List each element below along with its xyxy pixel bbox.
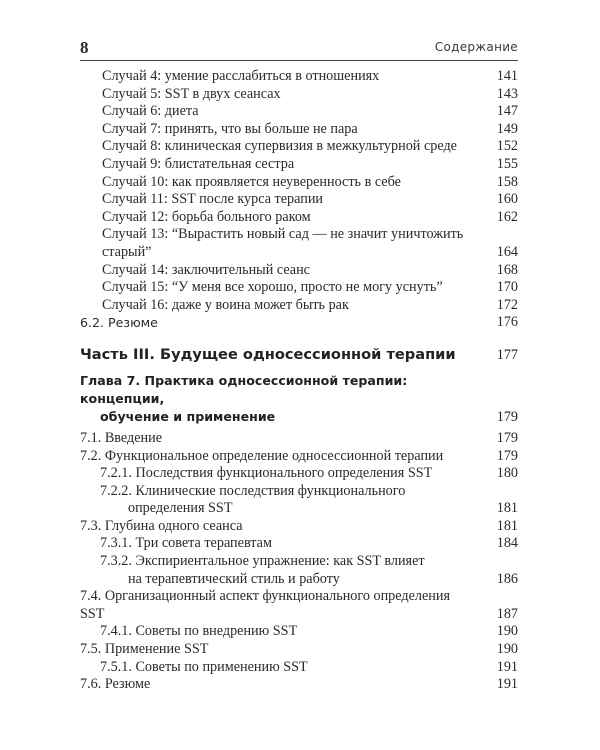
- toc-entry-title: Случай 10: как проявляется неуверенность в себе: [102, 173, 401, 190]
- toc-entry-page: 141: [496, 68, 518, 84]
- toc-entry-page: 170: [496, 279, 518, 296]
- toc-entry-title: 7.6. Резюме: [80, 676, 151, 693]
- toc-entry-case-7: [80, 121, 518, 139]
- toc-entry-page: 147: [496, 103, 518, 120]
- toc-entry-case-4: [80, 68, 518, 86]
- toc-entry-page: 181: [496, 500, 518, 517]
- toc-entry-section-6-2: [80, 314, 518, 332]
- page-number: 8: [80, 38, 89, 57]
- toc-entry-section-7-5: [80, 641, 518, 659]
- header-rule: [80, 60, 518, 61]
- toc-entry-page: 180: [496, 465, 518, 482]
- toc-entry-section-7-2: [80, 448, 518, 466]
- toc-entry-title: 7.3.1. Три совета терапевтам: [100, 535, 272, 552]
- toc-entry-case-14: [80, 262, 518, 280]
- toc-entry-title: 7.4. Организационный аспект функционального определения SST: [80, 588, 450, 622]
- toc-entry-page: 179: [496, 429, 518, 446]
- toc-entry-page: 184: [496, 535, 518, 552]
- toc-entry-title: Случай 15: “У меня все хорошо, просто не могу уснуть”: [102, 279, 443, 296]
- toc-entry-title: 7.5.1. Советы по применению SST: [100, 658, 308, 675]
- toc-entry-title: 7.2. Функциональное определение односессионной терапии: [80, 447, 444, 464]
- toc-entry-title: Случай 9: блистательная сестра: [102, 155, 295, 172]
- toc-entry-title: Случай 5: SST в двух сеансах: [102, 85, 281, 102]
- toc-entry-case-10: [80, 174, 518, 192]
- toc-entry-title: Случай 12: борьба больного раком: [102, 208, 311, 225]
- toc-entry-section-7-6: [80, 676, 518, 694]
- toc-entry-title: Случай 8: клиническая супервизия в межкультурной среде: [102, 138, 457, 155]
- toc-entry-page: 181: [496, 517, 518, 534]
- toc-entry-page: 179: [496, 408, 518, 425]
- toc-entry-section-7-5-1: [80, 659, 518, 677]
- toc-entry-part-3: [80, 344, 518, 366]
- toc-entry-case-12: [80, 209, 518, 227]
- toc-entry-page: 162: [496, 208, 518, 225]
- page-header: [80, 38, 518, 60]
- toc-entry-page: 164: [496, 243, 518, 260]
- toc-entry-page: 160: [496, 191, 518, 208]
- toc-entry-page: 176: [496, 314, 518, 331]
- toc-entry-page: 143: [496, 85, 518, 102]
- toc-entry-title: Случай 14: заключительный сеанс: [102, 261, 310, 278]
- toc-entry-title-continued: определения SST: [128, 500, 233, 517]
- toc-entry-title: Случай 13: “Вырастить новый сад — не значит уничтожить: [102, 226, 464, 243]
- toc-part-title: Часть III. Будущее односессионной терапии: [80, 345, 456, 363]
- running-head: Содержание: [434, 40, 518, 54]
- toc-entry-section-7-3-1: [80, 535, 518, 553]
- toc-entry-case-15: [80, 279, 518, 297]
- toc-entry-title-continued: на терапевтический стиль и работу: [128, 570, 340, 587]
- toc-entry-title: Случай 6: диета: [102, 103, 199, 120]
- toc-entry-page: 177: [496, 346, 518, 363]
- toc-entry-title: 7.2.1. Последствия функционального определения SST: [100, 465, 433, 482]
- toc-entry-page: 187: [496, 605, 518, 622]
- toc-entry-page: 191: [496, 658, 518, 675]
- toc-entry-page: 190: [496, 641, 518, 658]
- toc-entry-page: 152: [496, 138, 518, 155]
- toc-entry-case-8: [80, 138, 518, 156]
- toc-entry-title: 7.4.1. Советы по внедрению SST: [100, 623, 298, 640]
- toc-entry-page: 172: [496, 296, 518, 313]
- toc-entry-case-11: [80, 191, 518, 209]
- toc-entry-title: 7.3. Глубина одного сеанса: [80, 517, 243, 534]
- toc-entry-page: 155: [496, 155, 518, 172]
- toc-entry-section-7-3: [80, 518, 518, 536]
- toc-entry-section-7-2-1: [80, 465, 518, 483]
- toc-entry-title-continued: старый”: [102, 243, 152, 260]
- toc-entry-section-7-3-2: [80, 553, 518, 588]
- toc-entry-title: Случай 11: SST после курса терапии: [102, 191, 324, 208]
- toc-entry-case-13: [80, 226, 518, 261]
- toc-entry-title: 7.5. Применение SST: [80, 641, 209, 658]
- toc-chapter-title-continued: обучение и применение: [100, 408, 276, 424]
- toc-entry-title: Случай 16: даже у воина может быть рак: [102, 296, 349, 313]
- table-of-contents: [80, 68, 518, 694]
- toc-entry-page: 190: [496, 623, 518, 640]
- toc-entry-title: 6.2. Резюме: [80, 315, 158, 331]
- toc-chapter-title: Глава 7. Практика односессионной терапии: концепции,: [80, 372, 408, 406]
- toc-entry-title: 7.3.2. Экспириентальное упражнение: как SST влияет: [100, 553, 425, 570]
- toc-entry-page: 149: [496, 120, 518, 137]
- toc-entry-title: 7.2.2. Клинические последствия функционального: [100, 482, 406, 499]
- toc-entry-title: Случай 4: умение расслабиться в отношениях: [102, 68, 380, 84]
- toc-entry-title: 7.1. Введение: [80, 429, 163, 446]
- toc-entry-page: 186: [496, 570, 518, 587]
- toc-entry-section-7-4: [80, 588, 518, 623]
- toc-entry-title: Случай 7: принять, что вы больше не пара: [102, 120, 358, 137]
- toc-entry-chapter-7: [80, 372, 518, 426]
- toc-entry-section-7-4-1: [80, 623, 518, 641]
- toc-entry-case-5: [80, 86, 518, 104]
- toc-entry-case-6: [80, 103, 518, 121]
- toc-entry-page: 191: [496, 676, 518, 693]
- toc-entry-section-7-2-2: [80, 483, 518, 518]
- toc-entry-page: 158: [496, 173, 518, 190]
- toc-entry-page: 168: [496, 261, 518, 278]
- toc-entry-page: 179: [496, 447, 518, 464]
- toc-entry-section-7-1: [80, 430, 518, 448]
- toc-entry-case-9: [80, 156, 518, 174]
- toc-entry-case-16: [80, 297, 518, 315]
